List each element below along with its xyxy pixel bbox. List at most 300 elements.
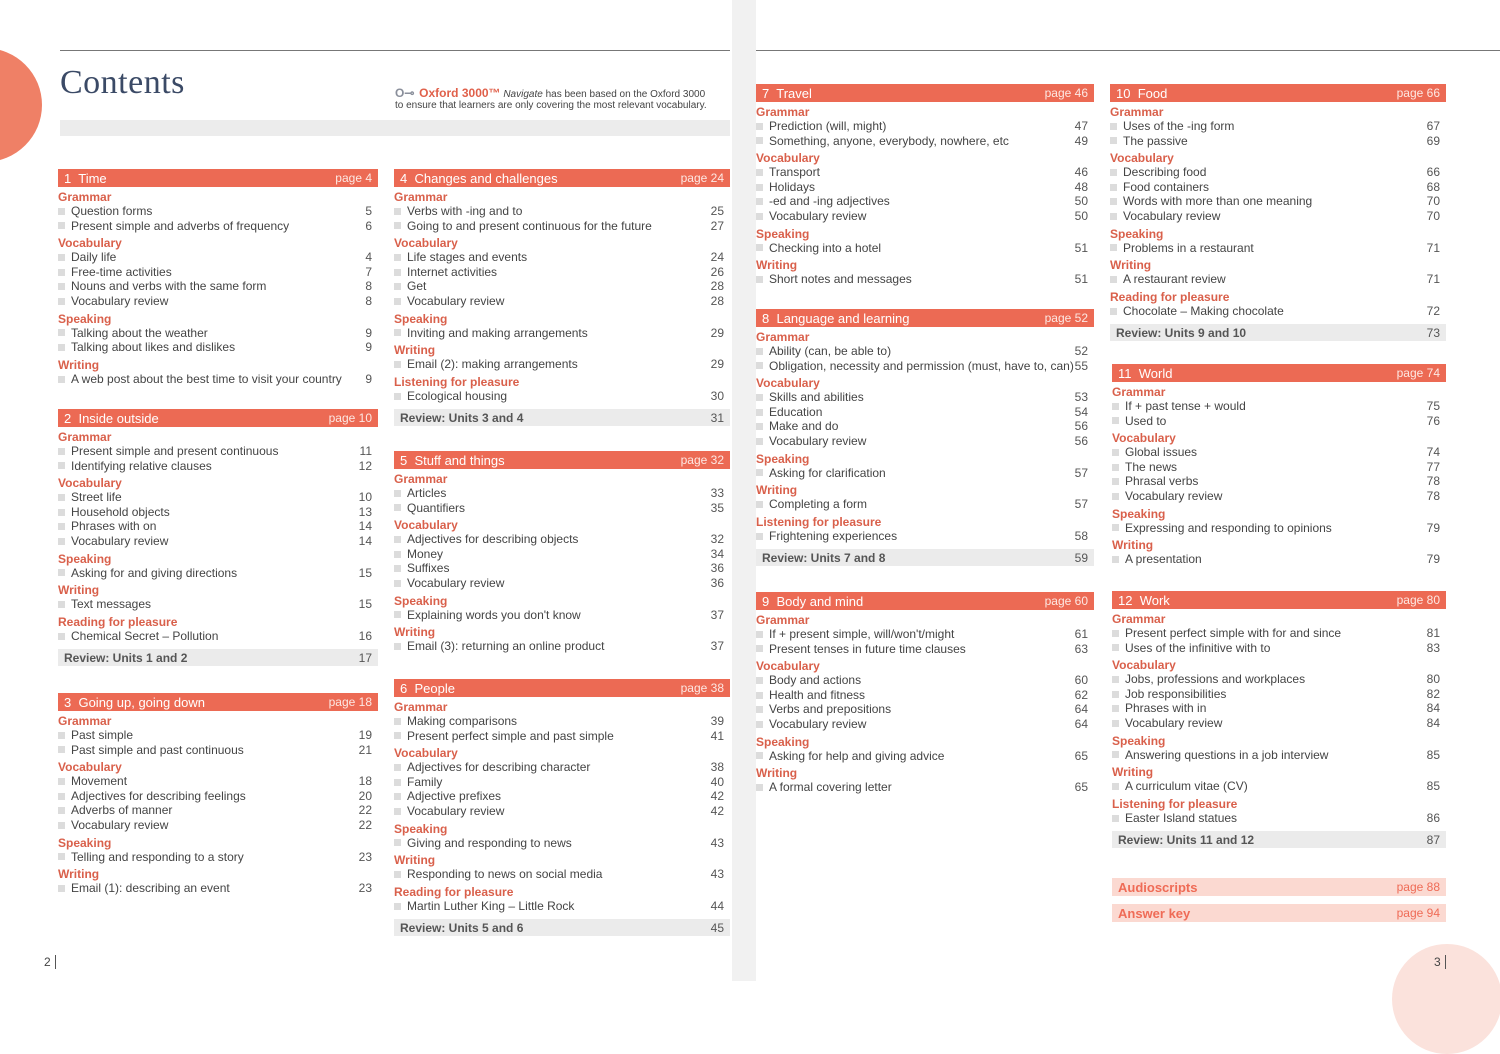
toc-entry-label: Phrasal verbs bbox=[1112, 474, 1198, 489]
unit-header[interactable] bbox=[756, 309, 1094, 327]
toc-entry[interactable] bbox=[1112, 687, 1446, 702]
toc-entry-label: Email (2): making arrangements bbox=[394, 357, 578, 372]
toc-entry-label: Explaining words you don't know bbox=[394, 608, 581, 623]
toc-entry-label: Vocabulary review bbox=[1112, 716, 1222, 731]
audioscripts-link[interactable] bbox=[1112, 878, 1446, 896]
toc-entry[interactable] bbox=[58, 728, 378, 743]
key-icon: O⊸ bbox=[395, 86, 415, 100]
toc-entry[interactable] bbox=[58, 265, 378, 280]
oxford-3000-note bbox=[395, 88, 715, 111]
toc-entry-label: Present perfect simple and past simple bbox=[394, 729, 614, 744]
toc-entry[interactable] bbox=[394, 501, 730, 516]
toc-entry-label: Easter Island statues bbox=[1112, 811, 1237, 826]
toc-entry[interactable] bbox=[394, 561, 730, 576]
toc-entry[interactable] bbox=[58, 597, 378, 612]
toc-entry-label: Expressing and responding to opinions bbox=[1112, 521, 1332, 536]
unit-header[interactable] bbox=[756, 592, 1094, 610]
unit-header[interactable] bbox=[1110, 84, 1446, 102]
toc-entry-page: 75 bbox=[1426, 399, 1440, 413]
toc-entry[interactable] bbox=[58, 881, 378, 896]
review-page: 45 bbox=[710, 920, 724, 935]
unit-title bbox=[64, 695, 205, 710]
toc-entry-label: Uses of the infinitive with to bbox=[1112, 641, 1270, 656]
toc-entry[interactable] bbox=[1112, 672, 1446, 687]
toc-entry-page: 4 bbox=[365, 250, 372, 265]
toc-entry[interactable] bbox=[394, 294, 730, 309]
toc-entry-label: Chocolate – Making chocolate bbox=[1110, 304, 1284, 319]
review-page: 59 bbox=[1074, 550, 1088, 565]
toc-entry-label: Quantifiers bbox=[394, 501, 465, 516]
toc-entry-label: Frightening experiences bbox=[756, 529, 897, 544]
toc-entry-label: Suffixes bbox=[394, 561, 449, 576]
review-entry[interactable] bbox=[1110, 324, 1446, 341]
toc-entry[interactable] bbox=[756, 344, 1094, 359]
toc-entry-page: 37 bbox=[710, 607, 724, 622]
section-heading: Writing bbox=[756, 766, 798, 781]
toc-entry[interactable] bbox=[58, 789, 378, 804]
toc-entry-label: Adjective prefixes bbox=[394, 789, 501, 804]
unit-title bbox=[1118, 366, 1172, 381]
section-heading: Vocabulary bbox=[1110, 151, 1174, 166]
toc-entry-page: 18 bbox=[358, 774, 372, 789]
unit-header[interactable] bbox=[58, 169, 378, 187]
toc-entry[interactable] bbox=[1110, 209, 1446, 224]
toc-entry-label: Family bbox=[394, 775, 442, 790]
unit-name: People bbox=[414, 680, 455, 696]
toc-entry-label: Talking about the weather bbox=[58, 326, 208, 341]
toc-entry-page: 8 bbox=[365, 293, 372, 308]
toc-entry-page: 81 bbox=[1426, 626, 1440, 640]
review-label: Review: Units 7 and 8 bbox=[762, 550, 886, 565]
toc-entry[interactable] bbox=[1112, 521, 1446, 536]
toc-entry[interactable] bbox=[394, 547, 730, 562]
toc-entry-label: Free-time activities bbox=[58, 265, 172, 280]
toc-entry-page: 28 bbox=[710, 293, 724, 308]
toc-entry[interactable] bbox=[394, 714, 730, 729]
toc-entry-label: Vocabulary review bbox=[58, 294, 168, 309]
unit-page: page 32 bbox=[680, 453, 724, 467]
extra-label: Answer key bbox=[1118, 905, 1191, 921]
toc-entry-page: 78 bbox=[1426, 474, 1440, 489]
toc-entry[interactable] bbox=[394, 804, 730, 819]
toc-entry-page: 51 bbox=[1074, 272, 1088, 287]
toc-entry-label: Vocabulary review bbox=[394, 294, 504, 309]
toc-entry-page: 68 bbox=[1426, 179, 1440, 194]
toc-entry-label: If + present simple, will/won't/might bbox=[756, 627, 954, 642]
toc-entry-page: 20 bbox=[358, 788, 372, 803]
toc-entry-label: If + past tense + would bbox=[1112, 399, 1246, 414]
toc-entry[interactable] bbox=[58, 850, 378, 865]
toc-entry-page: 76 bbox=[1426, 413, 1440, 428]
unit-name: World bbox=[1138, 365, 1173, 381]
toc-entry[interactable] bbox=[1112, 474, 1446, 489]
toc-entry-page: 15 bbox=[358, 565, 372, 580]
toc-entry-page: 65 bbox=[1074, 748, 1088, 763]
toc-entry-page: 34 bbox=[710, 546, 724, 561]
review-entry[interactable] bbox=[58, 649, 378, 666]
toc-entry-label: Household objects bbox=[58, 505, 170, 520]
toc-entry[interactable] bbox=[58, 444, 378, 459]
toc-entry[interactable] bbox=[1112, 460, 1446, 475]
toc-entry[interactable] bbox=[756, 119, 1094, 134]
section-heading: Writing bbox=[756, 483, 798, 498]
toc-entry-label: -ed and -ing adjectives bbox=[756, 194, 890, 209]
toc-entry-page: 23 bbox=[358, 849, 372, 864]
section-heading: Speaking bbox=[394, 593, 448, 608]
toc-entry[interactable] bbox=[756, 642, 1094, 657]
toc-entry-label: Completing a form bbox=[756, 497, 867, 512]
toc-entry-page: 51 bbox=[1074, 240, 1088, 255]
unit-header[interactable] bbox=[756, 84, 1094, 102]
toc-entry[interactable] bbox=[58, 340, 378, 355]
toc-entry-label: Money bbox=[394, 547, 443, 562]
review-page: 87 bbox=[1426, 832, 1440, 847]
toc-entry-label: Vocabulary review bbox=[58, 534, 168, 549]
toc-entry[interactable] bbox=[394, 486, 730, 501]
toc-entry-page: 60 bbox=[1074, 673, 1088, 688]
toc-entry-page: 14 bbox=[358, 533, 372, 548]
toc-entry-page: 77 bbox=[1426, 459, 1440, 474]
toc-entry[interactable] bbox=[58, 372, 378, 387]
toc-entry[interactable] bbox=[756, 359, 1094, 374]
toc-entry[interactable] bbox=[394, 836, 730, 851]
toc-entry-page: 38 bbox=[710, 760, 724, 775]
toc-entry[interactable] bbox=[58, 774, 378, 789]
toc-entry[interactable] bbox=[394, 326, 730, 341]
toc-entry[interactable] bbox=[394, 279, 730, 294]
section-heading: Speaking bbox=[394, 311, 448, 326]
toc-entry-label: Nouns and verbs with the same form bbox=[58, 279, 266, 294]
toc-entry[interactable] bbox=[394, 867, 730, 882]
section-heading: Listening for pleasure bbox=[756, 514, 882, 529]
unit-number: 2 bbox=[64, 410, 72, 426]
toc-entry-label: Asking for clarification bbox=[756, 466, 886, 481]
toc-entry-label: Get bbox=[394, 279, 426, 294]
section-heading: Writing bbox=[394, 853, 436, 868]
review-page: 17 bbox=[358, 650, 372, 665]
toc-entry[interactable] bbox=[394, 357, 730, 372]
toc-entry-page: 13 bbox=[358, 504, 372, 519]
toc-entry-page: 16 bbox=[358, 628, 372, 643]
toc-entry-label: The passive bbox=[1110, 134, 1188, 149]
toc-entry[interactable] bbox=[756, 702, 1094, 717]
toc-entry-label: Jobs, professions and workplaces bbox=[1112, 672, 1305, 687]
toc-entry-page: 82 bbox=[1426, 686, 1440, 701]
toc-entry[interactable] bbox=[394, 729, 730, 744]
toc-entry-page: 70 bbox=[1426, 194, 1440, 209]
toc-entry-label: Job responsibilities bbox=[1112, 687, 1226, 702]
toc-entry[interactable] bbox=[756, 717, 1094, 732]
toc-entry-label: Giving and responding to news bbox=[394, 836, 572, 851]
toc-entry[interactable] bbox=[58, 250, 378, 265]
toc-entry-page: 6 bbox=[365, 218, 372, 233]
review-entry[interactable] bbox=[394, 919, 730, 936]
unit-header[interactable] bbox=[394, 451, 730, 469]
toc-entry-label: Skills and abilities bbox=[756, 390, 864, 405]
section-heading: Grammar bbox=[58, 430, 112, 444]
toc-entry[interactable] bbox=[394, 389, 730, 404]
toc-entry[interactable] bbox=[394, 576, 730, 591]
toc-entry-label: Body and actions bbox=[756, 673, 861, 688]
toc-entry[interactable] bbox=[756, 673, 1094, 688]
toc-entry-label: Checking into a hotel bbox=[756, 241, 881, 256]
toc-entry[interactable] bbox=[756, 466, 1094, 481]
toc-entry[interactable] bbox=[1112, 811, 1446, 826]
toc-entry[interactable] bbox=[1110, 272, 1446, 287]
toc-entry[interactable] bbox=[1112, 489, 1446, 504]
unit-page: page 18 bbox=[328, 695, 372, 709]
section-heading: Speaking bbox=[58, 835, 112, 850]
toc-entry-label: Asking for help and giving advice bbox=[756, 749, 944, 764]
toc-entry[interactable] bbox=[1112, 701, 1446, 716]
toc-entry[interactable] bbox=[756, 180, 1094, 195]
header-band bbox=[60, 120, 730, 136]
unit-header[interactable] bbox=[58, 409, 378, 427]
toc-entry[interactable] bbox=[1110, 180, 1446, 195]
section-heading: Vocabulary bbox=[756, 376, 820, 391]
toc-entry[interactable] bbox=[58, 204, 378, 219]
toc-entry-page: 12 bbox=[358, 458, 372, 473]
toc-entry-label: Problems in a restaurant bbox=[1110, 241, 1254, 256]
toc-entry-label: Question forms bbox=[58, 204, 152, 219]
toc-entry[interactable] bbox=[756, 627, 1094, 642]
toc-entry-page: 58 bbox=[1074, 528, 1088, 543]
toc-entry[interactable] bbox=[58, 326, 378, 341]
extra-page: page 88 bbox=[1396, 880, 1440, 894]
toc-entry[interactable] bbox=[394, 204, 730, 219]
toc-entry-page: 36 bbox=[710, 575, 724, 590]
unit-header[interactable] bbox=[1112, 364, 1446, 382]
toc-entry-page: 39 bbox=[710, 714, 724, 728]
toc-entry-label: Health and fitness bbox=[756, 688, 865, 703]
unit-header[interactable] bbox=[58, 693, 378, 711]
toc-entry[interactable] bbox=[756, 749, 1094, 764]
section-heading: Speaking bbox=[756, 734, 810, 749]
unit-name: Food bbox=[1137, 85, 1168, 101]
toc-entry-label: Answering questions in a job interview bbox=[1112, 748, 1328, 763]
toc-entry[interactable] bbox=[58, 629, 378, 644]
toc-entry-label: A presentation bbox=[1112, 552, 1202, 567]
page-number-left: 2 bbox=[44, 955, 56, 969]
unit-title bbox=[400, 681, 455, 696]
toc-entry[interactable] bbox=[394, 639, 730, 654]
review-entry[interactable] bbox=[1112, 831, 1446, 848]
toc-entry[interactable] bbox=[1112, 552, 1446, 567]
toc-entry[interactable] bbox=[394, 775, 730, 790]
unit-title bbox=[400, 453, 505, 468]
toc-entry[interactable] bbox=[58, 219, 378, 234]
section-heading: Listening for pleasure bbox=[394, 374, 520, 389]
review-entry[interactable] bbox=[394, 409, 730, 426]
toc-entry-label: Articles bbox=[394, 486, 446, 501]
toc-entry[interactable] bbox=[756, 241, 1094, 256]
toc-entry-label: Asking for and giving directions bbox=[58, 566, 237, 581]
toc-entry-page: 42 bbox=[710, 789, 724, 804]
section-heading: Vocabulary bbox=[1112, 431, 1176, 446]
toc-entry-page: 72 bbox=[1426, 303, 1440, 318]
section-heading: Grammar bbox=[1112, 612, 1166, 626]
toc-entry-page: 30 bbox=[710, 388, 724, 403]
section-heading: Speaking bbox=[394, 821, 448, 836]
toc-entry[interactable] bbox=[58, 490, 378, 505]
toc-entry[interactable] bbox=[1112, 779, 1446, 794]
toc-entry[interactable] bbox=[1110, 165, 1446, 180]
section-heading: Writing bbox=[1112, 765, 1154, 780]
section-heading: Speaking bbox=[1112, 506, 1166, 521]
toc-entry-label: Verbs with -ing and to bbox=[394, 204, 522, 219]
unit-header[interactable] bbox=[394, 169, 730, 187]
section-heading: Listening for pleasure bbox=[1112, 796, 1238, 811]
toc-entry[interactable] bbox=[58, 803, 378, 818]
unit-title bbox=[1116, 86, 1167, 101]
toc-entry[interactable] bbox=[756, 390, 1094, 405]
unit-block bbox=[1112, 591, 1446, 848]
toc-entry[interactable] bbox=[1110, 194, 1446, 209]
toc-entry[interactable] bbox=[1110, 241, 1446, 256]
toc-entry-label: Going to and present continuous for the future bbox=[394, 219, 652, 234]
unit-page: page 66 bbox=[1396, 86, 1440, 100]
toc-entry[interactable] bbox=[756, 780, 1094, 795]
decorative-circle bbox=[1392, 944, 1500, 1054]
unit-header[interactable] bbox=[1112, 591, 1446, 609]
toc-entry[interactable] bbox=[58, 294, 378, 309]
section-heading: Vocabulary bbox=[58, 760, 122, 775]
toc-entry[interactable] bbox=[756, 134, 1094, 149]
toc-entry-page: 42 bbox=[710, 803, 724, 818]
unit-page: page 10 bbox=[328, 411, 372, 425]
toc-entry[interactable] bbox=[1112, 641, 1446, 656]
toc-entry-page: 44 bbox=[710, 898, 724, 913]
toc-entry-label: The news bbox=[1112, 460, 1177, 475]
toc-entry-page: 56 bbox=[1074, 433, 1088, 448]
toc-entry[interactable] bbox=[1112, 748, 1446, 763]
toc-entry[interactable] bbox=[1112, 716, 1446, 731]
toc-entry-page: 43 bbox=[710, 867, 724, 882]
unit-block bbox=[58, 409, 378, 666]
unit-title bbox=[64, 171, 107, 186]
toc-entry-page: 71 bbox=[1426, 272, 1440, 287]
toc-entry-page: 85 bbox=[1426, 747, 1440, 762]
toc-entry-label: A restaurant review bbox=[1110, 272, 1226, 287]
extra-label: Audioscripts bbox=[1118, 879, 1198, 895]
toc-entry-label: Education bbox=[756, 405, 822, 420]
toc-entry-page: 33 bbox=[710, 486, 724, 500]
toc-entry[interactable] bbox=[756, 272, 1094, 287]
toc-entry-page: 64 bbox=[1074, 702, 1088, 717]
toc-entry-page: 69 bbox=[1426, 133, 1440, 148]
toc-entry[interactable] bbox=[756, 497, 1094, 512]
toc-entry-label: A curriculum vitae (CV) bbox=[1112, 779, 1248, 794]
section-heading: Speaking bbox=[756, 451, 810, 466]
toc-entry[interactable] bbox=[394, 789, 730, 804]
unit-name: Travel bbox=[776, 85, 812, 101]
toc-entry-page: 24 bbox=[710, 250, 724, 265]
toc-entry-label: Daily life bbox=[58, 250, 116, 265]
page-title: Contents bbox=[60, 64, 185, 101]
toc-entry-page: 27 bbox=[710, 218, 724, 233]
toc-entry[interactable] bbox=[58, 818, 378, 833]
unit-page: page 60 bbox=[1044, 594, 1088, 608]
toc-entry[interactable] bbox=[756, 209, 1094, 224]
section-heading: Writing bbox=[1112, 538, 1154, 553]
toc-entry[interactable] bbox=[756, 688, 1094, 703]
toc-entry[interactable] bbox=[58, 505, 378, 520]
toc-entry-label: Vocabulary review bbox=[756, 717, 866, 732]
toc-entry[interactable] bbox=[58, 519, 378, 534]
toc-entry-label: Make and do bbox=[756, 419, 838, 434]
top-rule bbox=[60, 50, 730, 51]
toc-entry[interactable] bbox=[394, 532, 730, 547]
toc-entry-page: 8 bbox=[365, 279, 372, 294]
unit-block bbox=[1110, 84, 1446, 341]
toc-entry[interactable] bbox=[58, 566, 378, 581]
toc-entry[interactable] bbox=[1112, 414, 1446, 429]
toc-entry[interactable] bbox=[756, 529, 1094, 544]
toc-entry[interactable] bbox=[756, 405, 1094, 420]
toc-entry[interactable] bbox=[394, 899, 730, 914]
unit-name: Inside outside bbox=[78, 410, 159, 426]
unit-header[interactable] bbox=[394, 679, 730, 697]
decorative-circle bbox=[0, 48, 42, 162]
section-heading: Grammar bbox=[1112, 385, 1166, 399]
toc-entry[interactable] bbox=[58, 279, 378, 294]
toc-entry-page: 70 bbox=[1426, 208, 1440, 223]
toc-entry-label: Phrases with in bbox=[1112, 701, 1206, 716]
toc-entry[interactable] bbox=[1110, 134, 1446, 149]
section-heading: Grammar bbox=[756, 613, 810, 627]
toc-entry-page: 64 bbox=[1074, 716, 1088, 731]
toc-entry[interactable] bbox=[58, 534, 378, 549]
toc-entry-page: 62 bbox=[1074, 687, 1088, 702]
unit-number: 6 bbox=[400, 680, 408, 696]
toc-entry[interactable] bbox=[394, 760, 730, 775]
toc-entry[interactable] bbox=[394, 608, 730, 623]
toc-entry[interactable] bbox=[1110, 304, 1446, 319]
toc-entry-label: Present perfect simple with for and since bbox=[1112, 626, 1341, 641]
toc-entry[interactable] bbox=[394, 219, 730, 234]
section-heading: Writing bbox=[58, 867, 100, 882]
toc-entry[interactable] bbox=[756, 434, 1094, 449]
toc-entry[interactable] bbox=[1112, 399, 1446, 414]
toc-entry-page: 25 bbox=[710, 204, 724, 218]
toc-entry[interactable] bbox=[1110, 119, 1446, 134]
unit-number: 7 bbox=[762, 85, 770, 101]
toc-entry[interactable] bbox=[756, 194, 1094, 209]
toc-entry[interactable] bbox=[756, 165, 1094, 180]
unit-block bbox=[394, 679, 730, 936]
unit-number: 3 bbox=[64, 694, 72, 710]
section-heading: Speaking bbox=[1110, 226, 1164, 241]
toc-entry[interactable] bbox=[1112, 626, 1446, 641]
toc-entry[interactable] bbox=[394, 265, 730, 280]
toc-entry-label: Short notes and messages bbox=[756, 272, 912, 287]
toc-entry[interactable] bbox=[58, 743, 378, 758]
toc-entry[interactable] bbox=[1112, 445, 1446, 460]
toc-entry[interactable] bbox=[58, 459, 378, 474]
toc-entry-page: 61 bbox=[1074, 627, 1088, 641]
review-entry[interactable] bbox=[756, 549, 1094, 566]
toc-entry-page: 7 bbox=[365, 264, 372, 279]
toc-entry[interactable] bbox=[756, 419, 1094, 434]
toc-entry-page: 57 bbox=[1074, 465, 1088, 480]
section-heading: Grammar bbox=[394, 472, 448, 486]
answer-key-link[interactable] bbox=[1112, 904, 1446, 922]
toc-entry-page: 74 bbox=[1426, 445, 1440, 460]
section-heading: Grammar bbox=[58, 190, 112, 204]
section-heading: Vocabulary bbox=[1112, 658, 1176, 673]
unit-name: Time bbox=[78, 170, 107, 186]
toc-entry[interactable] bbox=[394, 250, 730, 265]
